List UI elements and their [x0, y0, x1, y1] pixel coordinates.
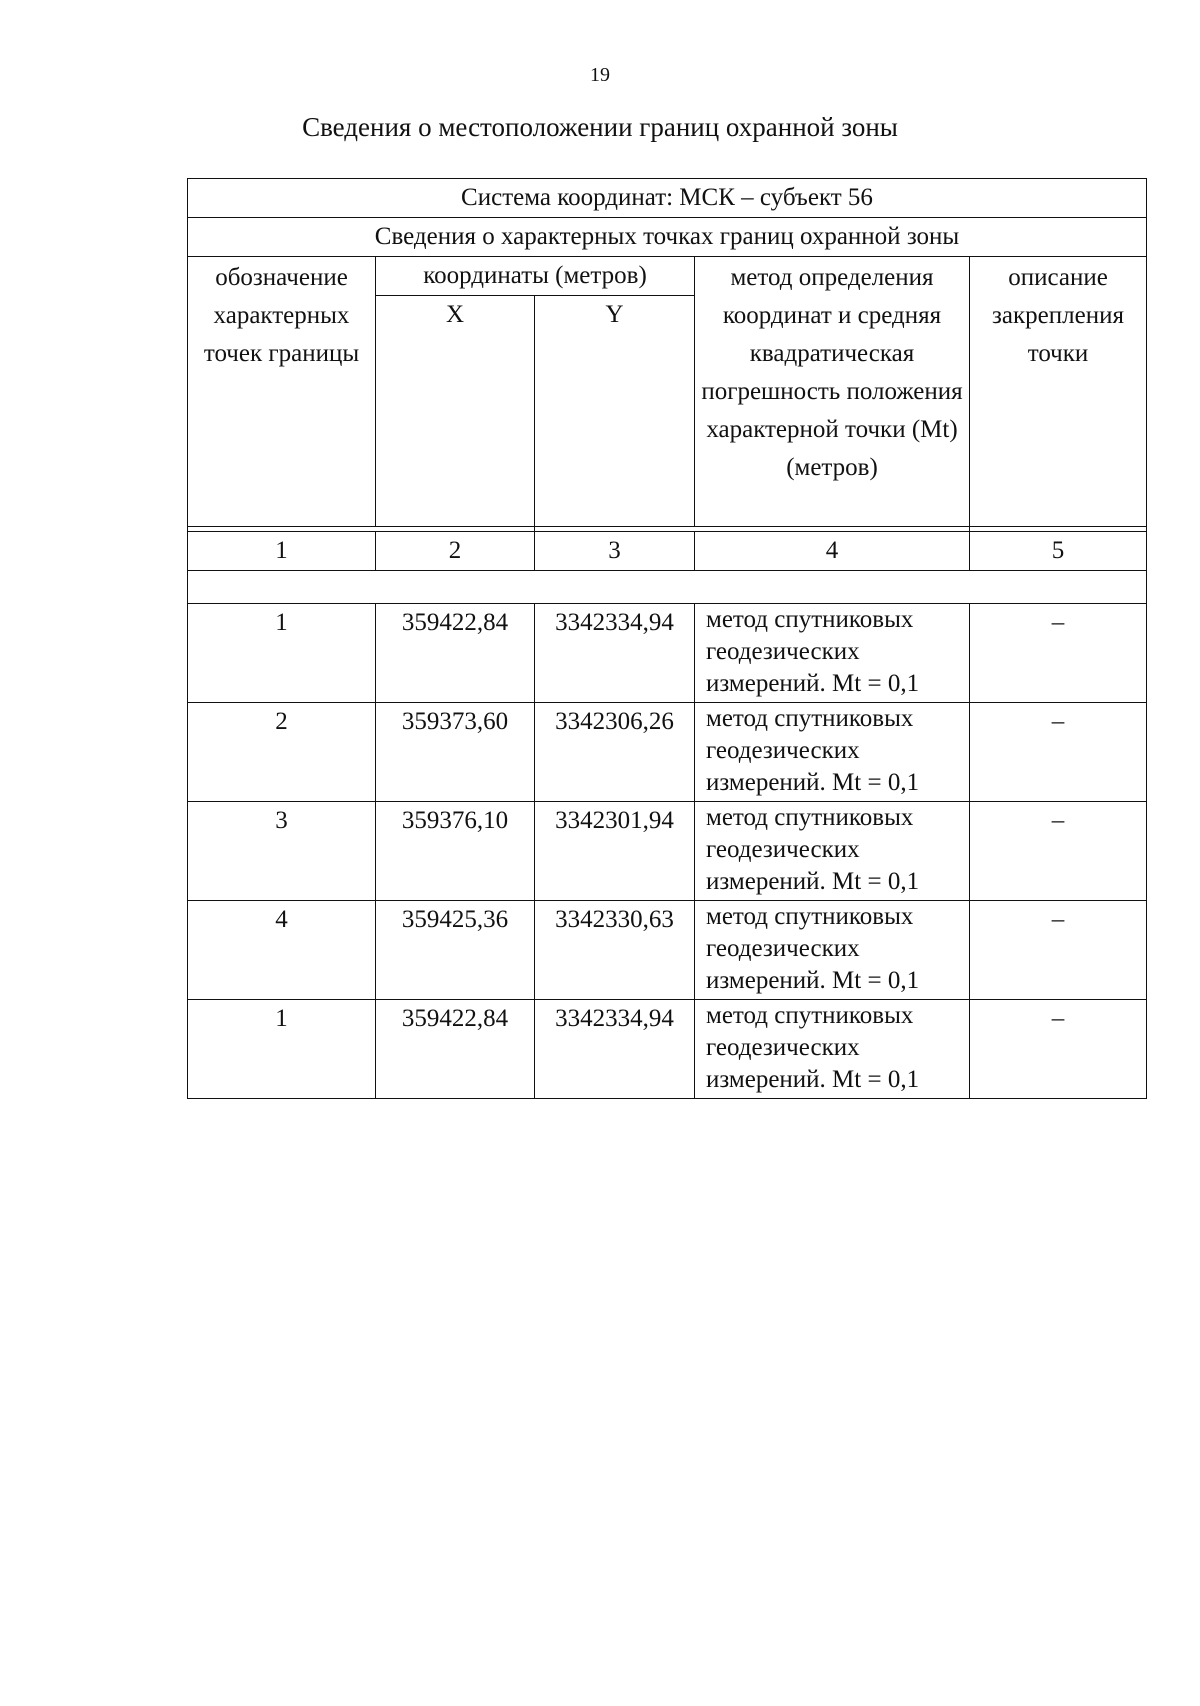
- coordinate-system-row: [188, 179, 1147, 218]
- point-cell: 1: [188, 1000, 376, 1099]
- description-cell: –: [970, 604, 1147, 703]
- y-cell: 3342330,63: [535, 901, 695, 1000]
- method-cell: метод спутниковых геодезических измерений. Mt = 0,1: [695, 802, 970, 901]
- header-row-top: [188, 257, 1147, 296]
- method-cell: метод спутниковых геодезических измерений. Mt = 0,1: [695, 703, 970, 802]
- column-numbers-row: [188, 532, 1147, 571]
- empty-cell: [188, 571, 1147, 604]
- points-info-row: [188, 218, 1147, 257]
- table-row: [188, 703, 1147, 802]
- empty-row: [188, 571, 1147, 604]
- header-description: [970, 257, 1147, 527]
- point-cell: 1: [188, 604, 376, 703]
- table-row: [188, 604, 1147, 703]
- header-designation-label: обозначение характерных точек границы: [203, 264, 360, 367]
- x-cell: 359376,10: [376, 802, 535, 901]
- x-cell: 359425,36: [376, 901, 535, 1000]
- table-row: [188, 901, 1147, 1000]
- method-cell: метод спутниковых геодезических измерений. Mt = 0,1: [695, 1000, 970, 1099]
- column-number-5: 5: [970, 532, 1147, 571]
- header-x: X: [376, 296, 535, 527]
- y-cell: 3342301,94: [535, 802, 695, 901]
- column-number-4: 4: [695, 532, 970, 571]
- description-cell: –: [970, 703, 1147, 802]
- y-cell: 3342334,94: [535, 1000, 695, 1099]
- header-coordinates: координаты (метров): [376, 257, 695, 296]
- y-cell: 3342334,94: [535, 604, 695, 703]
- header-method: [695, 257, 970, 527]
- coordinates-table: [187, 178, 1147, 1099]
- column-number-3: 3: [535, 532, 695, 571]
- header-designation: [188, 257, 376, 527]
- page-number: 19: [590, 64, 610, 86]
- header-y: Y: [535, 296, 695, 527]
- header-method-label: метод определения координат и средняя квадратическая погрешность положения характерной точки (Mt) (метров): [701, 264, 963, 481]
- x-cell: 359422,84: [376, 1000, 535, 1099]
- description-cell: –: [970, 1000, 1147, 1099]
- description-cell: –: [970, 802, 1147, 901]
- y-cell: 3342306,26: [535, 703, 695, 802]
- table-row: [188, 1000, 1147, 1099]
- header-description-label: описание закрепления точки: [992, 264, 1124, 367]
- method-cell: метод спутниковых геодезических измерений. Mt = 0,1: [695, 604, 970, 703]
- document-title: Сведения о местоположении границ охранной зоны: [302, 112, 898, 142]
- points-info-cell: Сведения о характерных точках границ охранной зоны: [188, 218, 1147, 257]
- point-cell: 4: [188, 901, 376, 1000]
- column-number-1: 1: [188, 532, 376, 571]
- point-cell: 2: [188, 703, 376, 802]
- x-cell: 359422,84: [376, 604, 535, 703]
- x-cell: 359373,60: [376, 703, 535, 802]
- coordinate-system-cell: Система координат: МСК – субъект 56: [188, 179, 1147, 218]
- table-row: [188, 802, 1147, 901]
- point-cell: 3: [188, 802, 376, 901]
- method-cell: метод спутниковых геодезических измерений. Mt = 0,1: [695, 901, 970, 1000]
- description-cell: –: [970, 901, 1147, 1000]
- column-number-2: 2: [376, 532, 535, 571]
